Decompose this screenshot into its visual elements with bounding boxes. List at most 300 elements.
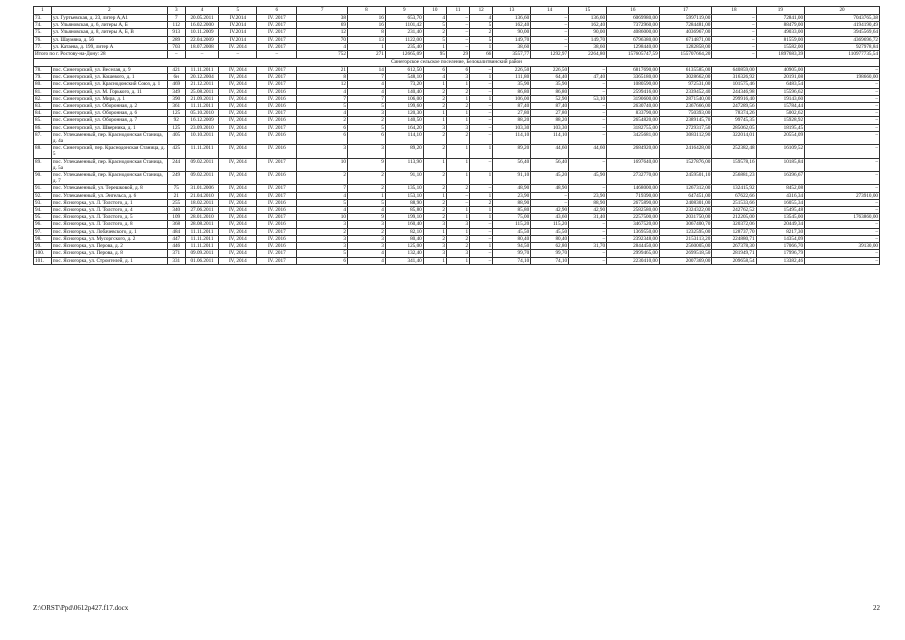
value-cell: –	[805, 250, 880, 257]
value-cell: 86,80	[531, 88, 569, 95]
value-cell: 43,60	[531, 214, 569, 221]
value-cell: 285062,05	[712, 124, 756, 131]
column-number: 7	[297, 7, 348, 15]
table-row	[34, 221, 880, 228]
value-cell: 90,00	[493, 29, 531, 36]
row-number: 94.	[34, 207, 52, 214]
value-cell: 2416428,00	[659, 145, 712, 158]
value-cell: 88,20	[531, 117, 569, 124]
value-cell: 85,80	[385, 207, 423, 214]
value-cell: 2459501,10	[659, 172, 712, 185]
value-cell: 90,00	[569, 29, 607, 36]
total-value: 2264,80	[569, 51, 607, 59]
value-cell: 2389145,70	[659, 117, 712, 124]
value-cell: 199,10	[385, 214, 423, 221]
value-cell: 281949,71	[712, 250, 756, 257]
value-cell: 136,60	[569, 15, 607, 22]
value-cell: 390	[167, 95, 185, 102]
total-value: –	[167, 51, 185, 59]
value-cell: 2	[347, 185, 385, 192]
value-cell: 17066,70	[756, 243, 804, 250]
value-cell: 1	[470, 43, 493, 50]
value-cell: 3	[347, 243, 385, 250]
value-cell: –	[470, 250, 493, 257]
value-cell: 6	[446, 67, 469, 74]
value-cell: 6	[423, 67, 446, 74]
table-body	[34, 7, 880, 265]
footer-file-path: Z:\ORST\Ppd\0612p427.f17.docx	[33, 604, 129, 612]
value-cell: 1	[446, 257, 469, 264]
value-cell: 4086000,00	[607, 29, 660, 36]
value-cell: 114,10	[493, 131, 531, 144]
value-cell: 88479,00	[756, 22, 804, 29]
value-cell: 235,40	[385, 43, 423, 50]
value-cell: –	[446, 192, 469, 199]
value-cell: 31,70	[569, 243, 607, 250]
value-cell: –	[569, 88, 607, 95]
value-cell: 1232595,00	[659, 228, 712, 235]
value-cell: –	[470, 117, 493, 124]
value-cell: –	[569, 250, 607, 257]
value-cell: 368	[167, 221, 185, 228]
value-cell: 1369550,00	[607, 228, 660, 235]
value-cell: 251533,66	[712, 199, 756, 206]
value-cell: 1101,42	[385, 22, 423, 29]
table-row	[34, 199, 880, 206]
value-cell: 149,70	[493, 36, 531, 43]
value-cell: 80,40	[493, 235, 531, 242]
value-cell: –	[446, 43, 469, 50]
value-cell: 4	[297, 192, 348, 199]
value-cell: –	[569, 81, 607, 88]
value-cell: IV, 2014	[219, 145, 257, 158]
value-cell: 226,50	[531, 67, 569, 74]
value-cell: 20191,08	[756, 74, 804, 81]
value-cell: 16396,67	[756, 172, 804, 185]
value-cell: 15582,00	[756, 43, 804, 50]
table-row	[34, 36, 880, 43]
value-cell: –	[712, 22, 756, 29]
total-value: 271	[347, 51, 385, 59]
value-cell: IV, 2014	[219, 158, 257, 171]
value-cell: 11.11.2011	[185, 145, 219, 158]
value-cell: 44,60	[531, 145, 569, 158]
footer-page-number: 22	[873, 604, 880, 612]
value-cell: 2007369,00	[659, 257, 712, 264]
value-cell: 198660,00	[805, 74, 880, 81]
value-cell: 1	[423, 257, 446, 264]
value-cell: 4	[297, 207, 348, 214]
value-cell: –	[470, 124, 493, 131]
value-cell: IV, 2014	[219, 103, 257, 110]
value-cell: 3028662,00	[659, 74, 712, 81]
value-cell: 3	[347, 110, 385, 117]
value-cell: IV.2014	[219, 22, 257, 29]
value-cell: 103,30	[531, 124, 569, 131]
value-cell: 38,60	[493, 43, 531, 50]
value-cell: IV. 2016	[257, 243, 297, 250]
value-cell: 136,60	[493, 15, 531, 22]
value-cell: 4	[423, 74, 446, 81]
value-cell: 16055,34	[756, 199, 804, 206]
value-cell: 7372960,00	[607, 22, 660, 29]
value-cell: 7	[297, 185, 348, 192]
value-cell: 1	[446, 207, 469, 214]
row-number: 76.	[34, 36, 52, 43]
value-cell: 2339452,40	[659, 88, 712, 95]
value-cell: –	[805, 67, 880, 74]
value-cell: –	[470, 185, 493, 192]
address-cell: пос. Синегорский, ул. М. Горького, д. 11	[51, 88, 167, 95]
value-cell: 40905,00	[756, 67, 804, 74]
value-cell: IV, 2014	[219, 95, 257, 102]
value-cell: 3	[423, 250, 446, 257]
row-number: 97.	[34, 228, 52, 235]
value-cell: –	[712, 29, 756, 36]
table-row	[34, 22, 880, 29]
value-cell: 23.09.2010	[185, 124, 219, 131]
value-cell: 92	[167, 117, 185, 124]
value-cell: –	[446, 29, 469, 36]
value-cell: 31,40	[569, 214, 607, 221]
value-cell: 159578,16	[712, 158, 756, 171]
total-label: Итого по г. Ростову-на-Дону: 28	[34, 51, 168, 59]
value-cell: 2	[423, 88, 446, 95]
address-cell: пос. Синегорский, ул. Краснодонский Союз, д. 1	[51, 81, 167, 88]
value-cell: 927978,84	[805, 43, 880, 50]
value-cell: 4036967,00	[659, 29, 712, 36]
address-cell: пос. Ясногорка, ул. Строителей, д. 1	[51, 257, 167, 264]
total-value: 3557,77	[493, 51, 531, 59]
value-cell: 469	[167, 81, 185, 88]
address-cell: пос. Углекаменный, ул. Терешковой, д. 8	[51, 185, 167, 192]
value-cell: 3	[423, 221, 446, 228]
value-cell: IV. 2017	[257, 15, 297, 22]
value-cell: 2560005,00	[659, 243, 712, 250]
value-cell: 114,10	[385, 131, 423, 144]
value-cell: 5002,62	[756, 110, 804, 117]
address-cell: пос. Ясногорка, ул. Перова, д. 2	[51, 243, 167, 250]
value-cell: 18195,45	[756, 124, 804, 131]
value-cell: 85,80	[493, 207, 531, 214]
value-cell: 340	[167, 207, 185, 214]
value-cell: 17996,79	[756, 250, 804, 257]
value-cell: –	[805, 207, 880, 214]
value-cell: –	[805, 88, 880, 95]
column-number: 14	[531, 7, 569, 15]
value-cell: 2732770,00	[607, 172, 660, 185]
address-cell: пос. Ясногорка, ул. Лобачевского, д. 1	[51, 228, 167, 235]
value-cell: 09.02.2011	[185, 158, 219, 171]
value-cell: 99,70	[531, 250, 569, 257]
value-cell: 140,40	[385, 88, 423, 95]
value-cell: 612,50	[385, 67, 423, 74]
value-cell: 231,40	[385, 29, 423, 36]
value-cell: IV, 2014	[219, 250, 257, 257]
value-cell: 42,90	[569, 207, 607, 214]
total-row	[34, 51, 880, 59]
value-cell: 209658,54	[712, 257, 756, 264]
value-cell: 132,40	[385, 250, 423, 257]
value-cell: IV. 2016	[257, 131, 297, 144]
value-cell: –	[569, 221, 607, 228]
value-cell: 1	[423, 192, 446, 199]
address-cell: пос. Синегорский, ул. Шверника, д. 1	[51, 124, 167, 131]
value-cell: 38,60	[569, 43, 607, 50]
value-cell: 1	[470, 214, 493, 221]
row-number: 90.	[34, 172, 52, 185]
row-number: 82.	[34, 95, 52, 102]
value-cell: 88,90	[493, 199, 531, 206]
value-cell: 149,70	[569, 36, 607, 43]
value-cell: 3	[446, 221, 469, 228]
address-cell: пос. Углекаменный, пер. Краснодонская Станица, д. 5а	[51, 158, 167, 171]
value-cell: 2392348,00	[607, 235, 660, 242]
total-value: –	[712, 51, 756, 59]
value-cell: 18.07.2008	[185, 43, 219, 50]
total-value: –	[185, 51, 219, 59]
address-cell: ул. Катаева, д. 199, литер А	[51, 43, 167, 50]
value-cell: –	[805, 110, 880, 117]
value-cell: –	[531, 29, 569, 36]
value-cell: 18.02.2011	[185, 199, 219, 206]
value-cell: 1763860,00	[805, 214, 880, 221]
value-cell: 91,10	[493, 172, 531, 185]
value-cell: 2	[347, 172, 385, 185]
value-cell: 1	[423, 228, 446, 235]
value-cell: IV. 2016	[257, 221, 297, 228]
table-row	[34, 15, 880, 22]
value-cell: 2324322,00	[659, 207, 712, 214]
value-cell: –	[470, 131, 493, 144]
housing-table	[33, 6, 880, 265]
total-value: –	[257, 51, 297, 59]
section-title: Синегорское сельское поселение, Белокалитвинский район	[34, 59, 880, 67]
value-cell: 89,20	[493, 145, 531, 158]
total-value: 12665,09	[385, 51, 423, 59]
value-cell: 6796380,00	[607, 36, 660, 43]
value-cell: 1	[423, 117, 446, 124]
value-cell: 120,30	[385, 110, 423, 117]
value-cell: 2	[470, 199, 493, 206]
value-cell: IV. 2017	[257, 192, 297, 199]
value-cell: 14	[347, 67, 385, 74]
value-cell: 5	[470, 36, 493, 43]
column-number: 1	[34, 7, 52, 15]
value-cell: IV, 2014	[219, 243, 257, 250]
row-number: 99.	[34, 243, 52, 250]
value-cell: IV.2014	[219, 29, 257, 36]
value-cell: IV. 2017	[257, 36, 297, 43]
row-number: 89.	[34, 158, 52, 171]
value-cell: 11.11.2011	[185, 243, 219, 250]
value-cell: IV. 2016	[257, 207, 297, 214]
row-number: 95.	[34, 214, 52, 221]
value-cell: 913	[167, 29, 185, 36]
table-row	[34, 192, 880, 199]
value-cell: 2	[446, 243, 469, 250]
column-number: 10	[423, 7, 446, 15]
value-cell: 331	[167, 257, 185, 264]
value-cell: 224880,71	[712, 235, 756, 242]
table-row	[34, 117, 880, 124]
value-cell: 45,20	[531, 172, 569, 185]
value-cell: 11.11.2011	[185, 67, 219, 74]
row-number: 98.	[34, 235, 52, 242]
value-cell: 1	[470, 192, 493, 199]
row-number: 96.	[34, 221, 52, 228]
value-cell: IV. 2017	[257, 250, 297, 257]
column-number: 16	[607, 7, 660, 15]
value-cell: 31.01.2006	[185, 185, 219, 192]
value-cell: 27,80	[493, 110, 531, 117]
value-cell: IV, 2014	[219, 235, 257, 242]
address-cell: пос. Углекаменный, пер. Краснодонская Станица, д. 7	[51, 172, 167, 185]
value-cell: 22.04.2009	[185, 36, 219, 43]
address-cell: ул. Гуртьевская, д. 23, литер А,А1	[51, 15, 167, 22]
value-cell: –	[805, 81, 880, 88]
value-cell: 11.11.2011	[185, 235, 219, 242]
value-cell: –	[805, 235, 880, 242]
value-cell: 2871540,00	[659, 95, 712, 102]
address-cell: пос. Синегорский, ул. Кошевого, д. 1	[51, 74, 167, 81]
value-cell: 1527876,00	[659, 158, 712, 171]
value-cell: 19143,60	[756, 95, 804, 102]
table-row	[34, 103, 880, 110]
value-cell: 75	[167, 185, 185, 192]
value-cell: 7	[347, 74, 385, 81]
column-number: 3	[167, 7, 185, 15]
value-cell: 45,50	[531, 228, 569, 235]
value-cell: 05.10.2010	[185, 110, 219, 117]
value-cell: 115,20	[493, 221, 531, 228]
value-cell: IV.2014	[219, 36, 257, 43]
value-cell: 1	[446, 110, 469, 117]
value-cell: 164,20	[385, 124, 423, 131]
value-cell: –	[569, 67, 607, 74]
value-cell: –	[470, 67, 493, 74]
value-cell: IV. 2016	[257, 88, 297, 95]
value-cell: 3	[297, 235, 348, 242]
value-cell: 1080590,00	[607, 81, 660, 88]
value-cell: 67622,66	[712, 192, 756, 199]
value-cell: 5	[347, 124, 385, 131]
address-cell: пос. Синегорский, ул. Оборонная, д. 6	[51, 110, 167, 117]
value-cell: 2999465,00	[607, 250, 660, 257]
row-number: 93.	[34, 199, 52, 206]
value-cell: 8	[297, 74, 348, 81]
value-cell: 1697640,00	[607, 158, 660, 171]
total-value: 1897683,39	[756, 51, 804, 59]
value-cell: 1	[446, 172, 469, 185]
value-cell: 2	[297, 228, 348, 235]
value-cell: –	[805, 103, 880, 110]
value-cell: 3190600,00	[607, 95, 660, 102]
row-number: 85.	[34, 117, 52, 124]
value-cell: 87,40	[531, 103, 569, 110]
value-cell: 135,10	[385, 185, 423, 192]
value-cell: 09.02.2011	[185, 172, 219, 185]
value-cell: 7	[167, 15, 185, 22]
value-cell: 74,10	[493, 257, 531, 264]
value-cell: –	[531, 22, 569, 29]
value-cell: 111,80	[493, 74, 531, 81]
value-cell: –	[446, 15, 469, 22]
value-cell: IV, 2014	[219, 88, 257, 95]
value-cell: –	[470, 228, 493, 235]
value-cell: –	[470, 257, 493, 264]
value-cell: 247289,56	[712, 103, 756, 110]
value-cell: 3182755,00	[607, 124, 660, 131]
value-cell: 2	[297, 117, 348, 124]
value-cell: 113,90	[385, 158, 423, 171]
value-cell: IV. 2016	[257, 172, 297, 185]
value-cell: IV, 2014	[219, 185, 257, 192]
value-cell: 6483,54	[756, 81, 804, 88]
value-cell: 9	[347, 214, 385, 221]
value-cell: 20.12.2004	[185, 74, 219, 81]
row-number: 84.	[34, 110, 52, 117]
value-cell: 2599416,00	[607, 88, 660, 95]
value-cell: 106,00	[385, 95, 423, 102]
address-cell: пос. Углекаменный, ул. Энгельса, д. 6	[51, 192, 167, 199]
value-cell: 249	[167, 172, 185, 185]
value-cell: 35,90	[531, 81, 569, 88]
row-number: 91.	[34, 185, 52, 192]
value-cell: 5	[297, 199, 348, 206]
value-cell: 10	[297, 158, 348, 171]
column-number: 9	[385, 7, 423, 15]
value-cell: 13545,00	[756, 214, 804, 221]
value-cell: IV, 2014	[219, 221, 257, 228]
value-cell: –	[805, 185, 880, 192]
value-cell: 2	[297, 172, 348, 185]
value-cell: 16109,52	[756, 145, 804, 158]
value-cell: –	[470, 103, 493, 110]
value-cell: 10.11.2009	[185, 29, 219, 36]
value-cell: 2	[423, 207, 446, 214]
value-cell: 320372,06	[712, 221, 756, 228]
section-row	[34, 59, 880, 67]
value-cell: 1	[470, 74, 493, 81]
value-cell: 833790,00	[607, 110, 660, 117]
value-cell: 44,60	[569, 145, 607, 158]
value-cell: 10.10.2011	[185, 131, 219, 144]
column-number-row	[34, 7, 880, 15]
value-cell: IV, 2014	[219, 192, 257, 199]
value-cell: 16	[347, 22, 385, 29]
value-cell: IV, 2014	[219, 257, 257, 264]
value-cell: 38	[297, 15, 348, 22]
value-cell: IV, 2014	[219, 199, 257, 206]
value-cell: 341,40	[385, 257, 423, 264]
value-cell: 21.09.2011	[185, 95, 219, 102]
value-cell: 11.11.2011	[185, 103, 219, 110]
address-cell: пос. Ясногорка, ул. Л. Толстого, д. 8	[51, 221, 167, 228]
address-cell: пос. Синегорский, пер. Краснодонская Станица, д. 5	[51, 145, 167, 158]
row-number: 73.	[34, 15, 52, 22]
value-cell: 5	[347, 199, 385, 206]
value-cell: 1	[446, 95, 469, 102]
column-number: 18	[712, 7, 756, 15]
value-cell: –	[805, 228, 880, 235]
value-cell: 162,40	[569, 22, 607, 29]
value-cell: –	[569, 185, 607, 192]
row-number: 77.	[34, 43, 52, 50]
total-value: 155707664,20	[659, 51, 712, 59]
value-cell: 9	[347, 158, 385, 171]
value-cell: 1122,00	[385, 36, 423, 43]
